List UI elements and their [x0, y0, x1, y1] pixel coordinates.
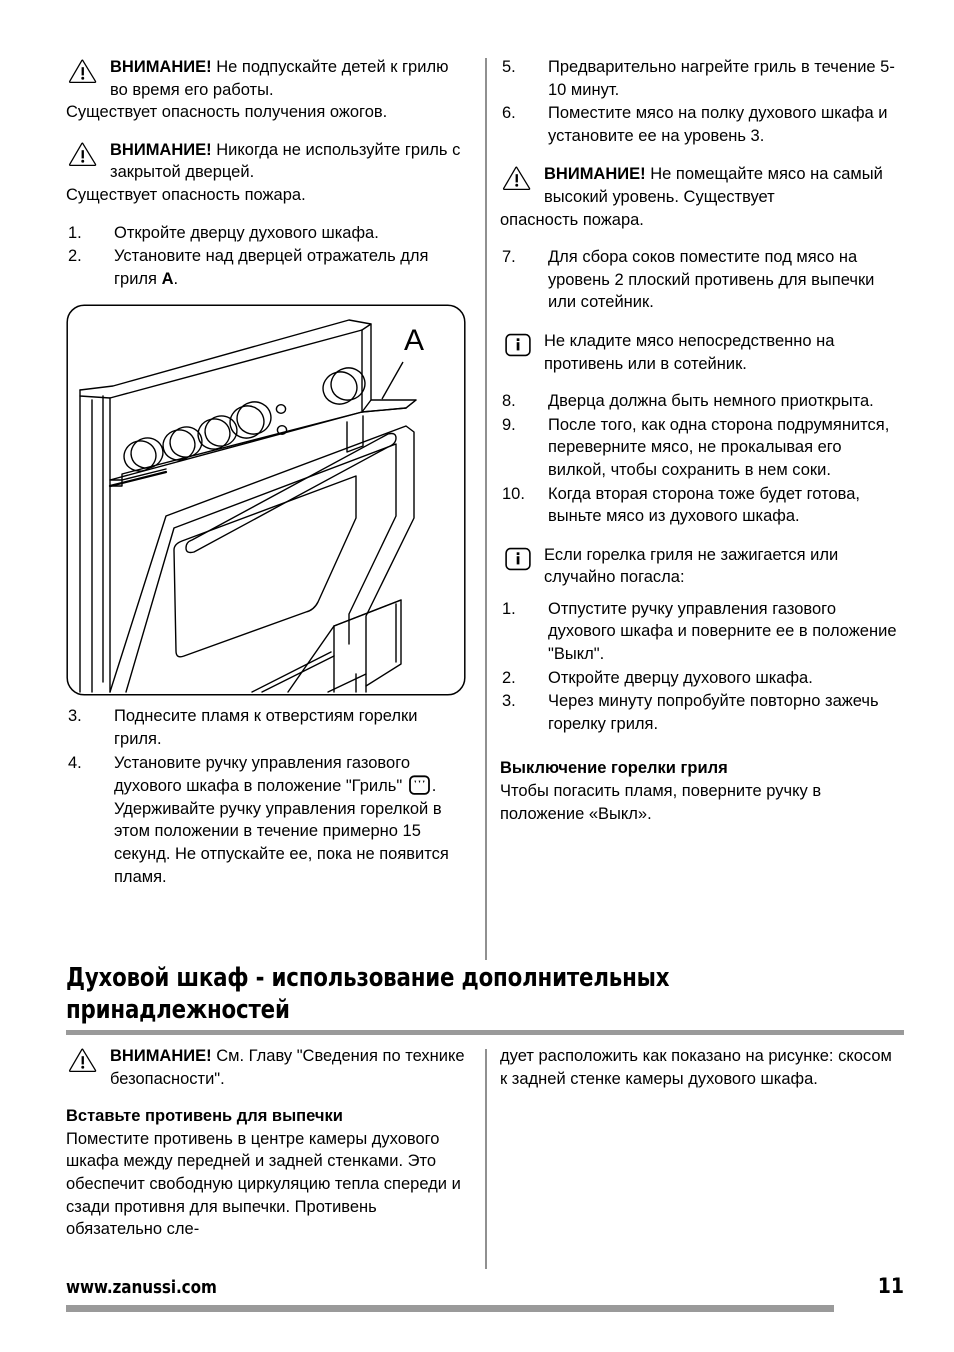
step-text: Откройте дверцу духового шкафа.: [114, 223, 379, 242]
top-section: [66, 56, 900, 946]
step-number: 8.: [502, 392, 516, 411]
info-text: Не кладите мясо непосредственно на противень или в сотейник.: [544, 331, 835, 373]
warning-triangle-icon: [502, 165, 532, 191]
warning-triangle-icon: [68, 141, 98, 167]
info-icon: [505, 333, 531, 357]
insert-baking-tray-continued: дует расположить как показано на рисунке: скосом к задней стенке камеры духового шкафа.: [500, 1047, 892, 1088]
info-icon: [505, 547, 531, 571]
steps-list-c: [500, 56, 900, 147]
list-item: [66, 752, 466, 889]
left-column-top: [66, 56, 466, 889]
warning-text: Никогда не используйте гриль с закрытой дверцей.: [110, 140, 461, 182]
step-number: 3.: [502, 692, 516, 711]
warning-followup: Существует опасность пожара.: [66, 185, 306, 204]
list-item: [500, 483, 900, 528]
step-number: 5.: [502, 58, 516, 76]
warning-followup: опасность пожара.: [500, 210, 644, 229]
part-label-a: A: [161, 269, 174, 288]
warning-followup: Существует опасность получения ожогов.: [66, 103, 388, 122]
step-text: Установите над дверцей отражатель для гриля: [114, 247, 429, 288]
list-item: [500, 690, 900, 735]
info-text: Если горелка гриля не зажигается или случайно погасла:: [544, 545, 839, 587]
page-title: Духовой шкаф - использование дополнительных принадлежностей: [66, 963, 670, 1025]
list-item: [500, 246, 900, 314]
right-column-top: [500, 56, 900, 825]
column-divider-top: [485, 58, 487, 960]
list-item: [66, 245, 466, 290]
step-text: Предварительно нагрейте гриль в течение 5-10 минут.: [548, 58, 895, 99]
step-number: 3.: [68, 707, 82, 726]
step-text: После того, как одна сторона подрумянится, переверните мясо, не прокалывая его вилкой, чтобы сохранить в нем соки.: [548, 415, 890, 479]
turn-off-grill-text: Чтобы погасить пламя, поверните ручку в положение «Выкл».: [500, 782, 822, 823]
section-heading: [66, 962, 906, 1026]
insert-baking-tray-text: Поместите противень в центре камеры духового шкафа между передней и задней стенками. Это обеспечит свободную циркуляцию тепла спереди и сзади противня для выпечки. Противень обязательно сле-: [66, 1129, 461, 1239]
warning-text: Не помещайте мясо на самый высокий уровень. Существует: [544, 165, 883, 206]
page-number: 11: [877, 1274, 904, 1298]
steps-list-a: [66, 222, 466, 291]
step-number: 9.: [502, 415, 516, 434]
info-block-burner-not-lighting: [500, 544, 900, 589]
step-text: Откройте дверцу духового шкафа.: [548, 668, 813, 687]
list-item: [500, 56, 900, 101]
step-text-tail: .: [173, 269, 179, 288]
subheading-insert-baking-tray: Вставьте противень для выпечки: [66, 1107, 343, 1126]
step-number: 2.: [68, 247, 82, 266]
step-text: Установите ручку управления газового духового шкафа в положение "Гриль": [114, 753, 411, 796]
footer-rule: [66, 1305, 834, 1312]
step-text: Для сбора соков поместите под мясо на уровень 2 плоский противень для выпечки или сотейник.: [548, 248, 875, 312]
footer-website-url[interactable]: www.zanussi.com: [66, 1277, 217, 1298]
warning-block-closed-door: [66, 139, 466, 184]
list-item: [500, 390, 900, 413]
step-number: 6.: [502, 104, 516, 123]
bottom-section: [66, 1045, 900, 1280]
warning-triangle-icon: [68, 58, 98, 84]
steps-list-e: [500, 390, 900, 528]
warning-label: ВНИМАНИЕ!: [110, 140, 212, 159]
subheading-turn-off-grill: Выключение горелки гриля: [500, 759, 728, 778]
step-text: Через минуту попробуйте повторно зажечь горелку гриля.: [548, 692, 879, 733]
left-column-bottom: [66, 1045, 466, 1241]
oven-illustration: [66, 304, 466, 696]
warning-label: ВНИМАНИЕ!: [110, 1047, 212, 1065]
step-number: 1.: [68, 223, 82, 242]
step-text: Когда вторая сторона тоже будет готова, выньте мясо из духового шкафа.: [548, 484, 861, 526]
list-item: [66, 222, 466, 245]
list-item: [500, 414, 900, 482]
list-item: [500, 598, 900, 666]
warning-block-children: [66, 56, 466, 101]
list-item: [500, 667, 900, 690]
list-item: [66, 705, 466, 750]
step-number: 2.: [502, 668, 516, 687]
list-item: [500, 102, 900, 147]
grill-symbol-icon: [408, 774, 431, 796]
step-number: 1.: [502, 599, 516, 618]
warning-text: Не подпускайте детей к грилю во время его работы.: [110, 58, 449, 99]
figure-label-a: A: [404, 324, 425, 358]
step-text: Дверца должна быть немного приоткрыта.: [548, 392, 874, 411]
step-number: 7.: [502, 248, 516, 267]
step-text: Поместите мясо на полку духового шкафа и установите ее на уровень 3.: [548, 104, 888, 145]
warning-block-top-level: [500, 163, 900, 208]
warning-label: ВНИМАНИЕ!: [110, 58, 212, 76]
info-block-meat-placement: [500, 330, 900, 375]
step-text-tail: . Удерживайте ручку управления горелкой в этом положении в течение примерно 15 секунд. Не отпускайте ее, пока не появится пламя.: [114, 777, 449, 886]
heading-rule: [66, 1030, 904, 1035]
step-text: Поднесите пламя к отверстиям горелки гриля.: [114, 707, 418, 748]
step-text: Отпустите ручку управления газового духового шкафа и поверните ее в положение "Выкл".: [548, 599, 897, 664]
steps-list-b: [66, 705, 466, 888]
step-number: 10.: [502, 484, 525, 503]
right-column-bottom: [500, 1045, 900, 1090]
steps-list-d: [500, 246, 900, 314]
steps-list-f: [500, 598, 900, 736]
warning-block-safety-chapter: [66, 1045, 466, 1090]
column-divider-bottom: [485, 1049, 487, 1269]
warning-triangle-icon: [68, 1047, 98, 1073]
warning-label: ВНИМАНИЕ!: [544, 165, 646, 184]
step-number: 4.: [68, 753, 82, 772]
warning-text: См. Главу "Сведения по технике безопасности".: [110, 1047, 465, 1088]
